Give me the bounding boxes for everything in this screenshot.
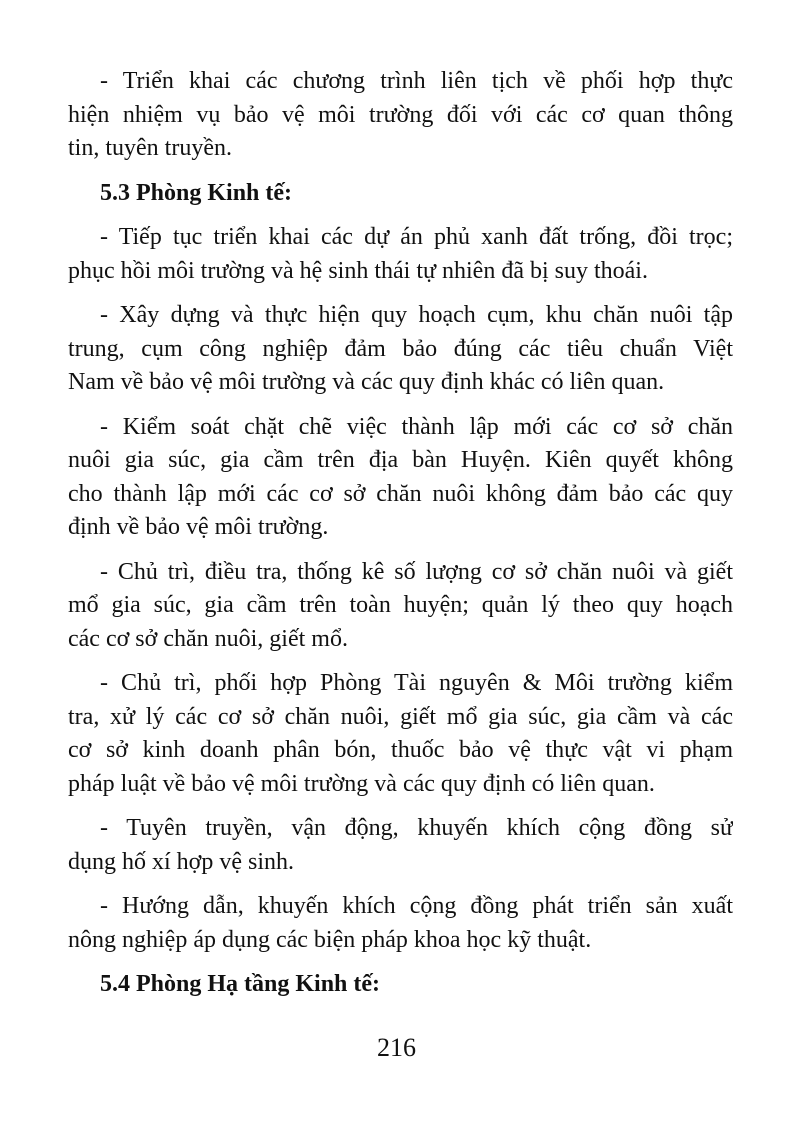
text-line: - Triển khai các chương trình liên tịch về phối hợp thực [100,68,733,94]
text-line: trung, cụm công nghiệp đảm bảo đúng các tiêu chuẩn Việt [68,335,733,362]
text-line: - Xây dựng và thực hiện quy hoạch cụm, khu chăn nuôi tập [100,302,733,328]
paragraph [68,556,733,657]
section-heading [68,968,733,1002]
text-line: nông nghiệp áp dụng các biện pháp khoa học kỹ thuật. [68,926,592,953]
text-line: - Chủ trì, phối hợp Phòng Tài nguyên & Môi trường kiểm [100,670,733,696]
text-line: - Tuyên truyền, vận động, khuyến khích cộng đồng sử [100,815,733,841]
text-line: phục hồi môi trường và hệ sinh thái tự nhiên đã bị suy thoái. [68,257,648,284]
text-line: dụng hố xí hợp vệ sinh. [68,848,295,875]
text-line: pháp luật về bảo vệ môi trường và các quy định có liên quan. [68,770,655,797]
text-line: định về bảo vệ môi trường. [68,514,329,540]
text-line: mổ gia súc, gia cầm trên toàn huyện; quản lý theo quy hoạch [68,592,733,618]
text-line: cơ sở kinh doanh phân bón, thuốc bảo vệ thực vật vi phạm [68,737,733,763]
paragraph [68,65,733,166]
text-line: - Chủ trì, điều tra, thống kê số lượng cơ sở chăn nuôi và giết [100,558,733,585]
text-line: Nam về bảo vệ môi trường và các quy định khác có liên quan. [68,369,665,395]
paragraph [68,812,733,879]
text-line: - Kiểm soát chặt chẽ việc thành lập mới các cơ sở chăn [100,413,733,440]
paragraph [68,890,733,957]
text-line: - Tiếp tục triển khai các dự án phủ xanh đất trống, đồi trọc; [100,224,733,250]
section-heading [68,177,733,211]
page-number: 216 [377,1033,416,1062]
text-line: nuôi gia súc, gia cầm trên địa bàn Huyện. Kiên quyết không [68,447,733,473]
text-line: 5.3 Phòng Kinh tế: [100,179,293,206]
text-line: tra, xử lý các cơ sở chăn nuôi, giết mổ gia súc, gia cầm và các [68,703,733,730]
text-line: các cơ sở chăn nuôi, giết mổ. [68,625,348,652]
paragraph [68,221,733,288]
text-line: cho thành lập mới các cơ sở chăn nuôi không đảm bảo các quy [68,480,733,507]
text-line: hiện nhiệm vụ bảo vệ môi trường đối với các cơ quan thông [68,101,733,128]
paragraph [68,411,733,545]
text-line: 5.4 Phòng Hạ tầng Kinh tế: [100,971,381,997]
text-line: - Hướng dẫn, khuyến khích cộng đồng phát triển sản xuất [100,893,733,919]
paragraph [68,667,733,801]
page-body [68,65,733,1002]
paragraph [68,299,733,400]
text-line: tin, tuyên truyền. [68,135,232,161]
